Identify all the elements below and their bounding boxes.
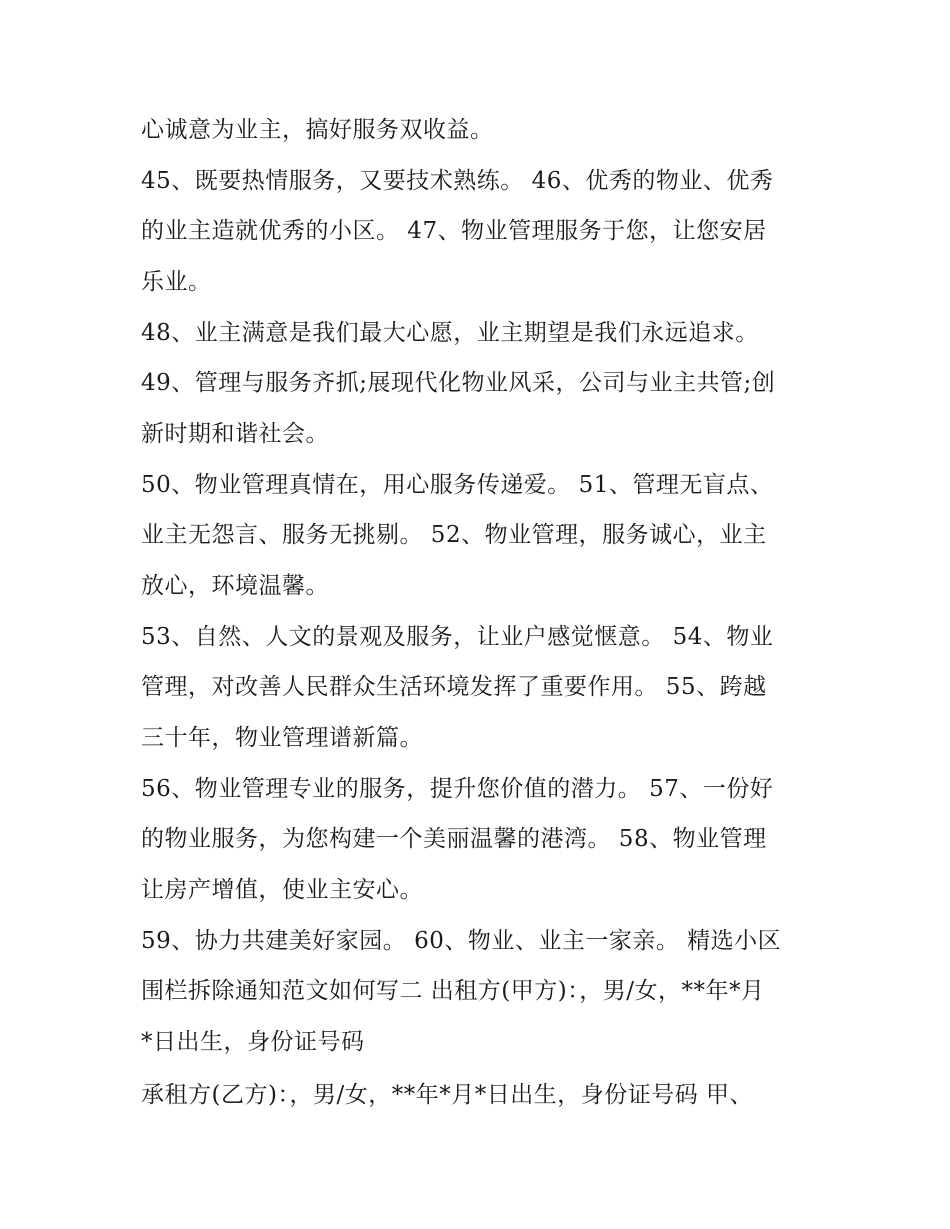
- text-line: 围栏拆除通知范文如何写二 出租方(甲方)：，男/女，**年*月: [141, 978, 765, 1004]
- text-line: *日出生，身份证号码: [141, 1029, 365, 1055]
- text-line: 管理，对改善人民群众生活环境发挥了重要作用。 55、跨越: [141, 674, 767, 700]
- text-line: 的业主造就优秀的小区。 47、物业管理服务于您，让您安居: [141, 218, 767, 244]
- text-line: 53、自然、人文的景观及服务，让业户感觉惬意。 54、物业: [141, 624, 774, 650]
- text-line: 乐业。: [141, 269, 212, 295]
- text-line: 的物业服务，为您构建一个美丽温馨的港湾。 58、物业管理: [141, 826, 767, 852]
- text-line: 49、管理与服务齐抓;展现代化物业风采，公司与业主共管;创: [141, 370, 776, 396]
- text-line: 放心，环境温馨。: [141, 573, 329, 599]
- text-line: 50、物业管理真情在，用心服务传递爱。 51、管理无盲点、: [141, 472, 774, 498]
- text-line: 56、物业管理专业的服务，提升您价值的潜力。 57、一份好: [141, 776, 774, 802]
- text-line: 让房产增值，使业主安心。: [141, 877, 423, 903]
- text-line: 业主无怨言、服务无挑剔。 52、物业管理，服务诚心，业主: [141, 522, 767, 548]
- text-line: 48、业主满意是我们最大心愿，业主期望是我们永远追求。: [141, 320, 759, 346]
- text-line: 心诚意为业主，搞好服务双收益。: [141, 117, 494, 143]
- text-line: 承租方(乙方)：，男/女，**年*月*日出生，身份证号码 甲、: [141, 1082, 754, 1108]
- text-line: 新时期和谐社会。: [141, 421, 329, 447]
- text-line: 三十年，物业管理谱新篇。: [141, 725, 423, 751]
- text-line: 59、协力共建美好家园。 60、物业、业主一家亲。 精选小区: [141, 928, 782, 954]
- text-line: 45、既要热情服务，又要技术熟练。 46、优秀的物业、优秀: [141, 168, 774, 194]
